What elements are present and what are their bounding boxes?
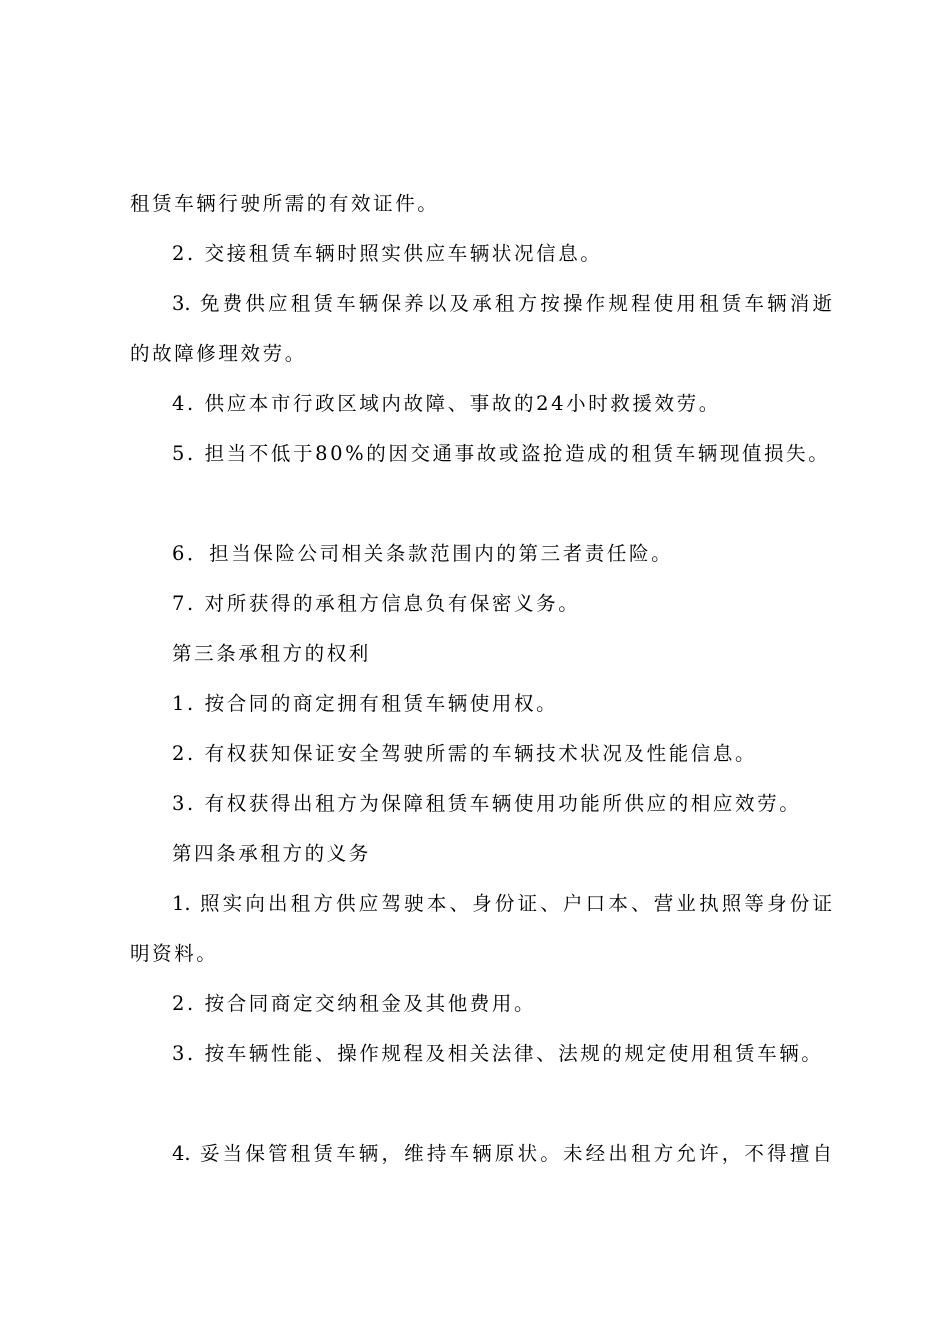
list-item-3: 3. 有权获得出租方为保障租赁车辆使用功能所供应的相应效劳。 <box>172 792 802 815</box>
list-item-1: 1. 照实向出租方供应驾驶本、身份证、户口本、营业执照等身份证 <box>172 892 832 915</box>
list-item-2: 2. 有权获知保证安全驾驶所需的车辆技术状况及性能信息。 <box>172 742 758 765</box>
list-item-2: 2. 按合同商定交纳租金及其他费用。 <box>172 992 537 1015</box>
paragraph-line: 明资料。 <box>130 942 219 965</box>
list-item-7: 7. 对所获得的承租方信息负有保密义务。 <box>172 592 581 615</box>
list-item-5: 5. 担当不低于80%的因交通事故或盗抢造成的租赁车辆现值损失。 <box>172 442 831 465</box>
list-item-3: 3. 按车辆性能、操作规程及相关法律、法规的规定使用租赁车辆。 <box>172 1042 824 1065</box>
list-item-4: 4. 供应本市行政区域内故障、事故的24小时救援效劳。 <box>172 392 721 415</box>
list-item-1: 1. 按合同的商定拥有租赁车辆使用权。 <box>172 692 559 715</box>
list-item-2: 2. 交接租赁车辆时照实供应车辆状况信息。 <box>172 242 603 265</box>
list-item-3: 3. 免费供应租赁车辆保养以及承租方按操作规程使用租赁车辆消逝 <box>172 292 832 315</box>
list-item-6: 6．担当保险公司相关条款范围内的第三者责任险。 <box>172 542 674 565</box>
section-heading: 第三条承租方的权利 <box>172 642 371 665</box>
section-heading: 第四条承租方的义务 <box>172 842 371 865</box>
paragraph-line: 的故障修理效劳。 <box>130 342 307 365</box>
paragraph-line: 租赁车辆行驶所需的有效证件。 <box>130 192 440 215</box>
list-item-4: 4. 妥当保管租赁车辆，维持车辆原状。未经出租方允许，不得擅自 <box>172 1142 832 1165</box>
